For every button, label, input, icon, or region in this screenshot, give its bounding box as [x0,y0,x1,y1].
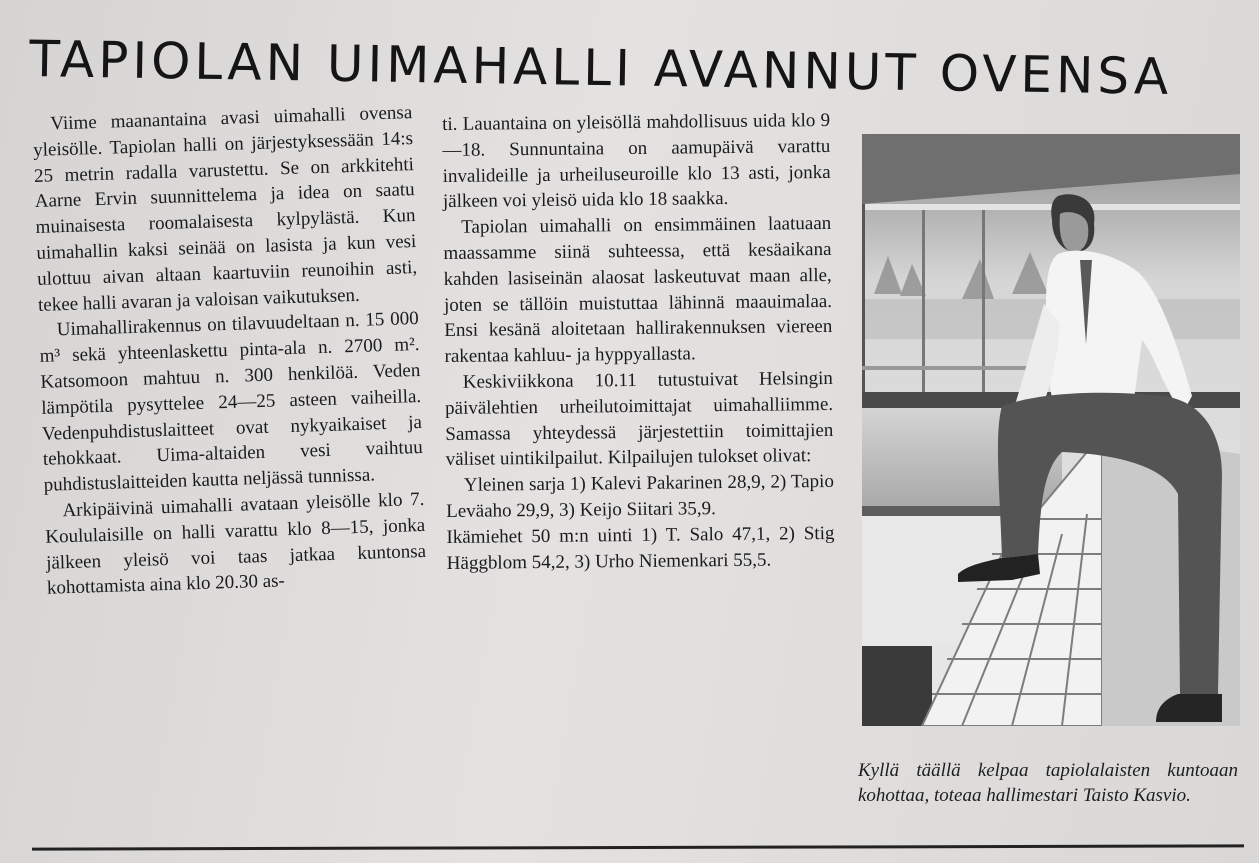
text-column-2 [442,108,835,576]
article-paragraph: Viime maanantaina avasi uimahalli ovensa yleisölle. Tapiolan halli on järjestyksessään 14:s 25 metrin radalla varustettu. Se on arkkitehti Aarne Ervin suunnittelema ja idea on saatu muinaisesta roomalaisesta kylpylästä. Kun uimahallin kaksi seinää on lasista ja kun vesi ulottuu aivan altaan kaartuviin reunoihin asti, tekee halli avaran ja valoisan vaikutuksen. [32,102,418,316]
results-paragraph: Ikämiehet 50 m:n uinti 1) T. Salo 47,1, 2) Stig Häggblom 54,2, 3) Urho Niemenkari 55,5. [446,522,835,574]
article-paragraph: Tapiolan uimahalli on ensimmäinen laatuaan maassamme siinä suhteessa, että kesäaikana kahden lasiseinän alaosat laskeutuvat maan alle, joten se tällöin muistuttaa lähinnä maauimalaa. Ensi kesänä aloitetaan hallirakennuksen viereen rakentaa kahluu- ja hyppyallasta. [443,213,833,368]
article-paragraph: Uimahallirakennus on tilavuudeltaan n. 15 000 m³ sekä yhteenlaskettu pinta-ala n. 2700 m². Katsomoon mahtuu n. 300 henkilöä. Veden lämpötila pysyttelee 24—25 asteen vaiheilla. Vedenpuhdistuslaitteet ovat nykyaikaiset ja tehokkaat. Uima-altaiden vesi vaihtuu puhdistuslaitteiden kautta neljässä tunnissa. [39,308,424,496]
article-paragraph: ti. Lauantaina on yleisöllä mahdollisuus uida klo 9—18. Sunnuntaina on aamupäivä varattu invalideille ja urheiluseuroille klo 13 asti, jonka jälkeen voi yleisö uida klo 18 saakka. [442,109,831,213]
photo-caption: Kyllä täällä kelpaa tapiolalaisten kuntoaan kohottaa, toteaa hallimestari Taisto Kasvio. [858,760,1238,806]
results-paragraph: Yleinen sarja 1) Kalevi Pakarinen 28,9, 2) Tapio Leväaho 29,9, 3) Keijo Siitari 35,9. [446,471,835,522]
article-headline: TAPIOLAN UIMAHALLI AVANNUT OVENSA [28,29,1173,106]
article-paragraph: Keskiviikkona 10.11 tutustuivat Helsingin päivälehtien urheilutoimittajat uimahalliimme. Samassa yhteydessä järjestettiin toimittajien väliset uintikilpailut. Kilpailujen tulokset olivat: [444,367,834,471]
article-photo [862,134,1240,726]
article-paragraph: Arkipäivinä uimahalli avataan yleisölle klo 7. Koululaisille on halli varattu klo 8—15, jonka jälkeen yleisö voi taas jatkaa kuntonsa kohottamista aina klo 20.30 as- [45,488,427,600]
bottom-rule [32,844,1244,850]
text-column-1 [32,100,427,602]
